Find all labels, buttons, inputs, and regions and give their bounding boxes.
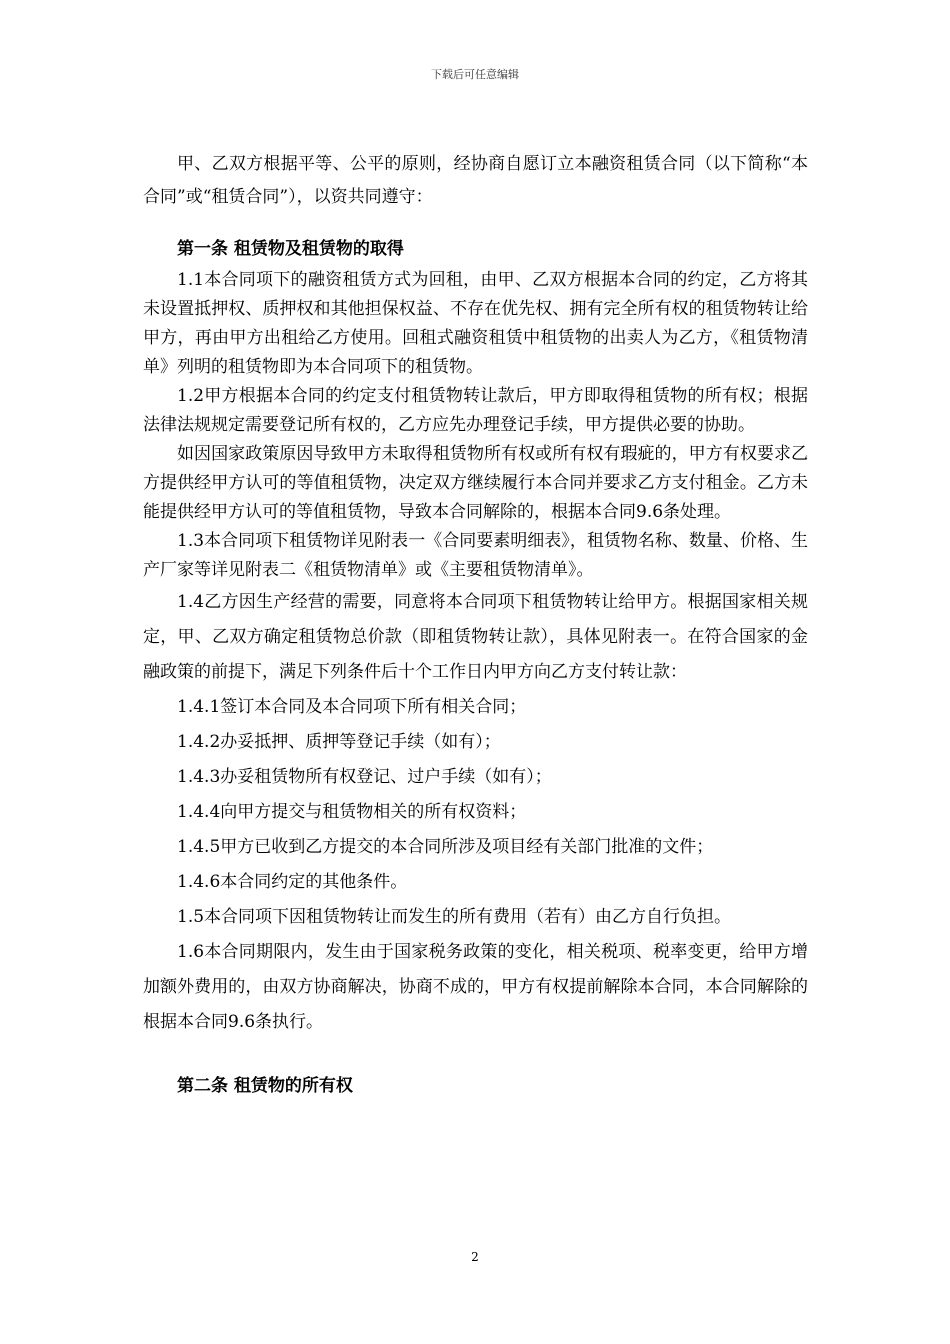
clause-1-2-supplement: 如因国家政策原因导致甲方未取得租赁物所有权或所有权有瑕疵的，甲方有权要求乙方提供经甲方认可的等值租赁物，决定双方继续履行本合同并要求乙方支付租金。乙方未能提供经甲方认可的等值租赁物，导致本合同解除的，根据本合同9.6条处理。 bbox=[143, 444, 808, 522]
clause-1-1: 1.1本合同项下的融资租赁方式为回租，由甲、乙双方根据本合同的约定，乙方将其未设置抵押权、质押权和其他担保权益、不存在优先权、拥有完全所有权的租赁物转让给甲方，再由甲方出租给乙方使用。回租式融资租赁中租赁物的出卖人为乙方，《租赁物清单》列明的租赁物即为本合同项下的租赁物。 bbox=[143, 270, 808, 377]
clause-1-4-1: 1.4.1签订本合同及本合同项下所有相关合同； bbox=[177, 697, 527, 717]
clause-1-4-4: 1.4.4向甲方提交与租赁物相关的所有权资料； bbox=[177, 802, 527, 822]
spacer bbox=[143, 214, 808, 233]
clause-1-4-5: 1.4.5甲方已收到乙方提交的本合同所涉及项目经有关部门批准的文件； bbox=[177, 837, 714, 857]
clause-1-3: 1.3本合同项下租赁物详见附表一《合同要素明细表》，租赁物名称、数量、价格、生产厂家等详见附表二《租赁物清单》或《主要租赁物清单》。 bbox=[143, 531, 808, 580]
clause-1-4-3: 1.4.3办妥租赁物所有权登记、过户手续（如有）； bbox=[177, 767, 552, 787]
clause-1-6: 1.6本合同期限内，发生由于国家税务政策的变化，相关税项、税率变更，给甲方增加额外费用的，由双方协商解决，协商不成的，甲方有权提前解除本合同，本合同解除的根据本合同9.6条执行。 bbox=[143, 942, 808, 1032]
clause-1-5: 1.5本合同项下因租赁物转让而发生的所有费用（若有）由乙方自行负担。 bbox=[177, 907, 732, 927]
intro-paragraph: 甲、乙双方根据平等、公平的原则，经协商自愿订立本融资租赁合同（以下简称“本合同”或“租赁合同”），以资共同遵守： bbox=[143, 154, 808, 207]
clause-1-4: 1.4乙方因生产经营的需要，同意将本合同项下租赁物转让给甲方。根据国家相关规定，甲、乙双方确定租赁物总价款（即租赁物转让款），具体见附表一。在符合国家的金融政策的前提下，满足下列条件后十个工作日内甲方向乙方支付转让款： bbox=[143, 592, 808, 682]
article-2-heading: 第二条 租赁物的所有权 bbox=[177, 1076, 353, 1096]
document-body bbox=[143, 148, 808, 1103]
spacer bbox=[143, 1040, 808, 1070]
clause-1-4-6: 1.4.6本合同约定的其他条件。 bbox=[177, 872, 408, 892]
article-1-heading: 第一条 租赁物及租赁物的取得 bbox=[177, 239, 404, 259]
page-header: 下载后可任意编辑 bbox=[431, 68, 519, 81]
clause-1-4-2: 1.4.2办妥抵押、质押等登记手续（如有）； bbox=[177, 732, 501, 752]
clause-1-2: 1.2甲方根据本合同的约定支付租赁物转让款后，甲方即取得租赁物的所有权；根据法律法规规定需要登记所有权的，乙方应先办理登记手续，甲方提供必要的协助。 bbox=[143, 386, 808, 435]
page-number: 2 bbox=[471, 1250, 479, 1264]
